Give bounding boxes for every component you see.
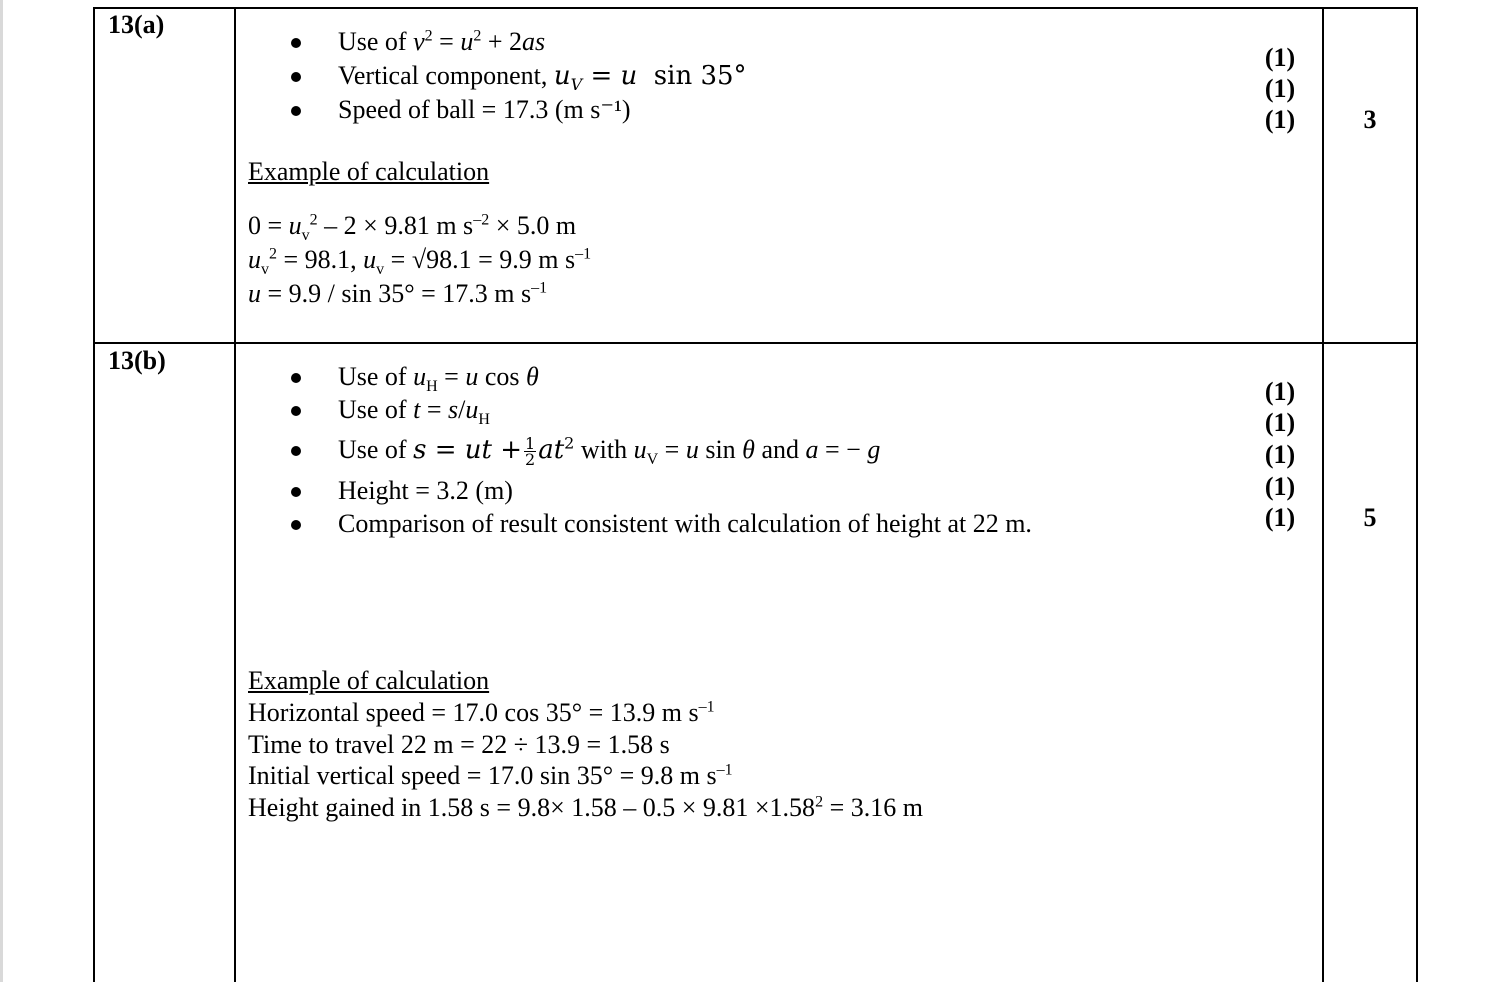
mark-13a-1: (1) [1264, 43, 1296, 72]
column-divider-marks [1322, 8, 1324, 982]
page-left-edge [0, 0, 3, 982]
table-left-border [93, 8, 95, 982]
mark-13a-3: (1) [1264, 105, 1296, 134]
mark-13b-4: (1) [1264, 472, 1296, 501]
mark-point-13a-1: Use of $v^2 = u^2 + 2as$ [338, 27, 546, 56]
calc-line-13a-2: $u_v^2 = 98.1$, $u_v = √98.1 = 9.9$ m $s^{-1}$ [248, 245, 592, 279]
calc-line-13b-2: Time to travel 22 m = 22 ÷ 13.9 = 1.58 s [248, 730, 670, 759]
calc-line-13a-3: u = 9.9 / sin 35° = 17.3 m $s^{-1}$ [248, 279, 548, 308]
bullet-point [291, 406, 301, 416]
bullet-point [291, 373, 301, 383]
bullet-point [291, 446, 301, 456]
bullet-point [291, 106, 301, 116]
mark-point-13b-4: Height = 3.2 (m) [338, 476, 513, 505]
total-marks-13b: 5 [1363, 503, 1377, 532]
row-divider [93, 342, 1418, 344]
mark-point-13b-2: Use of $t = s/u_H$ [338, 395, 490, 429]
mark-point-13b-3: Use of s = ut + $\frac{1}{2}$ $at^2$ with $u_V = u$ sin θ and a = − g [338, 433, 881, 469]
bullet-point [291, 487, 301, 497]
total-marks-13a: 3 [1363, 105, 1377, 134]
table-top-border [93, 7, 1418, 9]
bullet-point [291, 38, 301, 48]
example-heading-13a: Example of calculation [248, 157, 490, 186]
mark-13b-1: (1) [1264, 377, 1296, 406]
question-label-13a: 13(a) [108, 10, 165, 39]
mark-13b-5: (1) [1264, 503, 1296, 532]
mark-13b-3: (1) [1264, 440, 1296, 469]
calc-line-13b-1: Horizontal speed = 17.0 cos 35° = 13.9 m $s^{-1}$ [248, 698, 715, 727]
column-divider-question [234, 8, 236, 982]
example-heading-13b: Example of calculation [248, 666, 490, 695]
mark-13b-2: (1) [1264, 408, 1296, 437]
mark-point-13a-3: Speed of ball = 17.3 (m s⁻¹) [338, 95, 631, 124]
mark-point-13b-1: Use of $u_H = u$ cos θ [338, 362, 539, 396]
table-right-border [1416, 8, 1418, 982]
bullet-point [291, 520, 301, 530]
bullet-point [291, 72, 301, 82]
mark-point-13a-2: Vertical component, $u_V = u$ sin 35° [338, 61, 747, 95]
calc-line-13a-1: $0 = u_v^2 - 2 \times 9.81$ m $s^{-2} \times 5.0$ m [248, 211, 577, 245]
calc-line-13b-3: Initial vertical speed = 17.0 sin 35° = 9.8 m $s^{-1}$ [248, 761, 733, 790]
question-label-13b: 13(b) [108, 346, 166, 375]
mark-point-13b-5: Comparison of result consistent with calculation of height at 22 m. [338, 509, 1032, 538]
mark-13a-2: (1) [1264, 74, 1296, 103]
calc-line-13b-4: Height gained in 1.58 $s = 9.8\times 1.58 - 0.5 \times 9.81 \times 1.58^2 = 3.16$ m [248, 793, 923, 822]
